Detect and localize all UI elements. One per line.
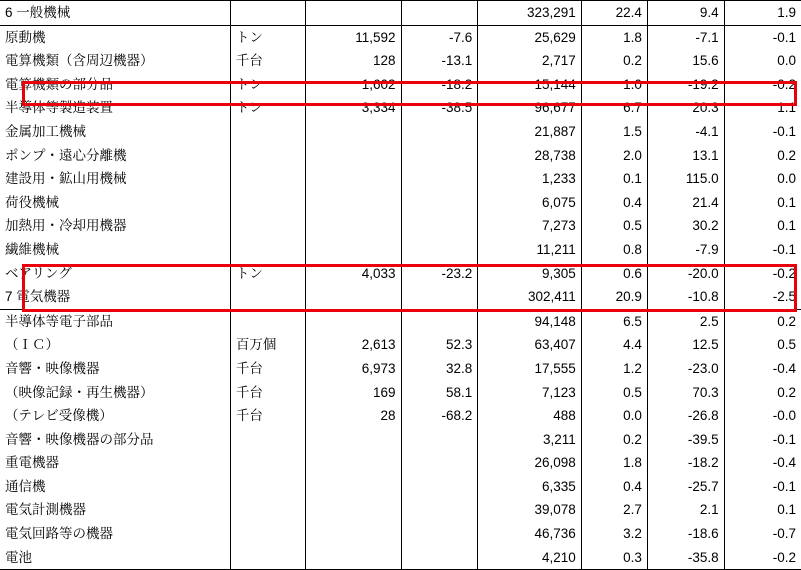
cell-share: 0.2 [581, 49, 647, 73]
cell-item-name [0, 262, 230, 286]
item-label: 一般機械 [16, 5, 71, 20]
cell-value-yoy: 21.4 [647, 191, 724, 215]
cell-share: 0.5 [581, 214, 647, 238]
cell-contribution: -0.0 [724, 404, 801, 428]
cell-quantity-yoy: -38.5 [401, 96, 478, 120]
cell-value-yoy: 2.5 [647, 309, 724, 333]
item-label: ベアリング [5, 265, 72, 281]
table-row [0, 1, 801, 26]
cell-value-yoy: -25.7 [647, 475, 724, 499]
cell-contribution: -0.2 [724, 262, 801, 286]
cell-value-yoy: 70.3 [647, 381, 724, 405]
cell-item-name [0, 1, 230, 26]
cell-value-yoy: 30.2 [647, 214, 724, 238]
cell-quantity [305, 167, 401, 191]
cell-value-yoy: -20.0 [647, 262, 724, 286]
cell-quantity-yoy [401, 428, 478, 452]
cell-value: 21,887 [478, 120, 581, 144]
cell-value-yoy: 115.0 [647, 167, 724, 191]
table-row [0, 238, 801, 262]
table-row [0, 167, 801, 191]
cell-contribution: 0.1 [724, 498, 801, 522]
cell-quantity-yoy [401, 309, 478, 333]
cell-contribution: -0.1 [724, 475, 801, 499]
item-label: 音響・映像機器 [5, 360, 100, 376]
cell-unit [230, 144, 305, 168]
cell-contribution: -0.4 [724, 451, 801, 475]
cell-value-yoy: 12.5 [647, 333, 724, 357]
cell-unit: 千台 [230, 49, 305, 73]
cell-unit [230, 238, 305, 262]
cell-value: 323,291 [478, 1, 581, 26]
cell-unit: 千台 [230, 357, 305, 381]
cell-contribution: -0.1 [724, 428, 801, 452]
table-row [0, 546, 801, 570]
cell-share: 20.9 [581, 285, 647, 309]
cell-contribution: 0.2 [724, 381, 801, 405]
cell-value-yoy: -18.6 [647, 522, 724, 546]
table-row [0, 522, 801, 546]
cell-quantity-yoy: -18.2 [401, 73, 478, 97]
cell-quantity [305, 498, 401, 522]
item-label: 加熱用・冷却用機器 [5, 218, 127, 234]
table-row [0, 404, 801, 428]
table-row [0, 191, 801, 215]
item-label: 金属加工機械 [5, 123, 86, 139]
cell-share: 1.0 [581, 73, 647, 97]
cell-item-name [0, 333, 230, 357]
cell-unit: トン [230, 96, 305, 120]
item-label: 音響・映像機器の部分品 [5, 431, 154, 447]
cell-quantity-yoy: -23.2 [401, 262, 478, 286]
cell-share: 0.1 [581, 167, 647, 191]
cell-quantity [305, 309, 401, 333]
cell-value-yoy: -39.5 [647, 428, 724, 452]
table-row [0, 381, 801, 405]
item-label: 荷役機械 [5, 194, 59, 210]
cell-quantity-yoy: -13.1 [401, 49, 478, 73]
cell-unit [230, 191, 305, 215]
cell-share: 0.2 [581, 428, 647, 452]
table-row [0, 120, 801, 144]
cell-contribution: -0.2 [724, 546, 801, 570]
item-label: 重電機器 [5, 455, 59, 471]
cell-share: 6.7 [581, 96, 647, 120]
cell-unit: トン [230, 262, 305, 286]
cell-item-name [0, 144, 230, 168]
cell-value-yoy: 20.3 [647, 96, 724, 120]
item-label: 通信機 [5, 478, 46, 494]
item-label: 建設用・鉱山用機械 [5, 171, 127, 187]
cell-quantity-yoy [401, 498, 478, 522]
cell-item-name [0, 498, 230, 522]
cell-quantity: 128 [305, 49, 401, 73]
cell-value-yoy: -18.2 [647, 451, 724, 475]
cell-unit [230, 475, 305, 499]
cell-share: 0.4 [581, 191, 647, 215]
cell-quantity-yoy [401, 144, 478, 168]
cell-item-name [0, 381, 230, 405]
cell-item-name [0, 309, 230, 333]
table-body [0, 1, 801, 570]
item-label: 原動機 [5, 29, 46, 45]
cell-value: 488 [478, 404, 581, 428]
cell-quantity [305, 428, 401, 452]
cell-share: 4.4 [581, 333, 647, 357]
table-row [0, 475, 801, 499]
item-label: 繊維機械 [5, 241, 59, 257]
cell-quantity [305, 144, 401, 168]
cell-quantity [305, 1, 401, 26]
cell-value-yoy: 15.6 [647, 49, 724, 73]
cell-item-name [0, 73, 230, 97]
cell-value: 26,098 [478, 451, 581, 475]
cell-unit [230, 451, 305, 475]
cell-unit [230, 522, 305, 546]
cell-quantity [305, 191, 401, 215]
cell-item-name [0, 25, 230, 49]
cell-quantity [305, 285, 401, 309]
cell-item-name [0, 357, 230, 381]
cell-item-name [0, 451, 230, 475]
cell-quantity [305, 120, 401, 144]
cell-value: 7,273 [478, 214, 581, 238]
cell-value-yoy: 9.4 [647, 1, 724, 26]
cell-unit: 千台 [230, 381, 305, 405]
cell-contribution: -2.5 [724, 285, 801, 309]
cell-value: 94,148 [478, 309, 581, 333]
cell-value-yoy: -35.8 [647, 546, 724, 570]
cell-contribution: 0.0 [724, 49, 801, 73]
cell-value: 2,717 [478, 49, 581, 73]
table-row [0, 357, 801, 381]
table-row [0, 49, 801, 73]
cell-contribution: -0.1 [724, 120, 801, 144]
cell-value: 11,211 [478, 238, 581, 262]
cell-item-name [0, 96, 230, 120]
cell-item-name [0, 167, 230, 191]
table-row [0, 498, 801, 522]
cell-share: 1.8 [581, 25, 647, 49]
cell-value: 9,305 [478, 262, 581, 286]
cell-quantity-yoy [401, 120, 478, 144]
cell-value-yoy: -19.2 [647, 73, 724, 97]
cell-contribution: 0.1 [724, 191, 801, 215]
cell-item-name [0, 191, 230, 215]
cell-value: 6,075 [478, 191, 581, 215]
cell-share: 2.0 [581, 144, 647, 168]
table-row [0, 309, 801, 333]
cell-value: 28,738 [478, 144, 581, 168]
cell-contribution: -0.7 [724, 522, 801, 546]
cell-unit [230, 285, 305, 309]
cell-value: 1,233 [478, 167, 581, 191]
cell-value-yoy: -10.8 [647, 285, 724, 309]
cell-unit [230, 309, 305, 333]
cell-value: 39,078 [478, 498, 581, 522]
cell-value: 3,211 [478, 428, 581, 452]
cell-unit [230, 546, 305, 570]
cell-quantity-yoy: 58.1 [401, 381, 478, 405]
cell-value-yoy: -23.0 [647, 357, 724, 381]
cell-quantity: 1,602 [305, 73, 401, 97]
item-label: 電気機器 [16, 289, 71, 305]
table-row [0, 428, 801, 452]
cell-quantity-yoy: -7.6 [401, 25, 478, 49]
cell-quantity-yoy [401, 285, 478, 309]
cell-quantity: 169 [305, 381, 401, 405]
item-label: 半導体等製造装置 [5, 100, 113, 116]
cell-contribution: 0.2 [724, 144, 801, 168]
item-label: （映像記録・再生機器） [5, 384, 154, 400]
table-row [0, 214, 801, 238]
table-row [0, 451, 801, 475]
cell-quantity: 11,592 [305, 25, 401, 49]
cell-value-yoy: -26.8 [647, 404, 724, 428]
cell-value: 17,555 [478, 357, 581, 381]
cell-contribution: 1.1 [724, 96, 801, 120]
cell-quantity: 6,973 [305, 357, 401, 381]
cell-quantity-yoy: 32.8 [401, 357, 478, 381]
cell-item-name [0, 214, 230, 238]
table-row [0, 144, 801, 168]
cell-item-name [0, 49, 230, 73]
cell-quantity: 28 [305, 404, 401, 428]
item-label: 半導体等電子部品 [5, 313, 113, 329]
cell-item-name [0, 285, 230, 309]
cell-quantity-yoy [401, 546, 478, 570]
cell-quantity [305, 475, 401, 499]
item-label: ポンプ・遠心分離機 [5, 147, 127, 163]
cell-contribution: 0.2 [724, 309, 801, 333]
cell-share: 0.8 [581, 238, 647, 262]
cell-value: 25,629 [478, 25, 581, 49]
cell-share: 1.5 [581, 120, 647, 144]
cell-share: 0.0 [581, 404, 647, 428]
cell-unit [230, 1, 305, 26]
cell-quantity-yoy: 52.3 [401, 333, 478, 357]
item-label: 電池 [5, 549, 32, 565]
cell-quantity-yoy [401, 167, 478, 191]
cell-value: 4,210 [478, 546, 581, 570]
item-label: 電算機類の部分品 [5, 76, 113, 92]
cell-quantity: 4,033 [305, 262, 401, 286]
cell-item-name [0, 475, 230, 499]
cell-value: 46,736 [478, 522, 581, 546]
cell-quantity-yoy [401, 238, 478, 262]
cell-share: 22.4 [581, 1, 647, 26]
cell-item-name [0, 546, 230, 570]
table-row [0, 285, 801, 309]
item-label: 電気計測機器 [5, 502, 86, 518]
table-row [0, 333, 801, 357]
cell-contribution: 1.9 [724, 1, 801, 26]
item-number: 6 [5, 5, 17, 20]
cell-value-yoy: 2.1 [647, 498, 724, 522]
cell-quantity [305, 522, 401, 546]
cell-quantity-yoy [401, 191, 478, 215]
cell-share: 0.3 [581, 546, 647, 570]
cell-value: 7,123 [478, 381, 581, 405]
cell-quantity-yoy [401, 214, 478, 238]
cell-quantity [305, 238, 401, 262]
cell-unit [230, 167, 305, 191]
cell-share: 3.2 [581, 522, 647, 546]
cell-contribution: -0.1 [724, 25, 801, 49]
cell-share: 1.8 [581, 451, 647, 475]
cell-quantity-yoy [401, 522, 478, 546]
cell-quantity [305, 451, 401, 475]
cell-unit: 千台 [230, 404, 305, 428]
cell-unit: トン [230, 25, 305, 49]
cell-value: 302,411 [478, 285, 581, 309]
cell-quantity-yoy [401, 451, 478, 475]
cell-unit [230, 120, 305, 144]
cell-item-name [0, 238, 230, 262]
cell-value: 15,144 [478, 73, 581, 97]
table-row [0, 96, 801, 120]
cell-quantity-yoy: -68.2 [401, 404, 478, 428]
cell-share: 0.4 [581, 475, 647, 499]
cell-share: 6.5 [581, 309, 647, 333]
table-row [0, 25, 801, 49]
item-label: （テレビ受像機） [5, 408, 113, 424]
cell-share: 0.6 [581, 262, 647, 286]
cell-value: 63,407 [478, 333, 581, 357]
cell-quantity [305, 546, 401, 570]
cell-contribution: 0.1 [724, 214, 801, 238]
item-label: 電気回路等の機器 [5, 526, 113, 542]
cell-item-name [0, 120, 230, 144]
cell-contribution: -0.1 [724, 238, 801, 262]
cell-share: 0.5 [581, 381, 647, 405]
cell-quantity-yoy [401, 475, 478, 499]
item-label: （ＩＣ） [5, 337, 59, 353]
cell-unit [230, 498, 305, 522]
item-label: 電算機類（含周辺機器） [5, 53, 154, 69]
cell-quantity-yoy [401, 1, 478, 26]
cell-value-yoy: -4.1 [647, 120, 724, 144]
cell-unit [230, 214, 305, 238]
table-row [0, 262, 801, 286]
cell-quantity [305, 214, 401, 238]
table-row [0, 73, 801, 97]
cell-value-yoy: -7.9 [647, 238, 724, 262]
cell-quantity: 2,613 [305, 333, 401, 357]
cell-contribution: 0.5 [724, 333, 801, 357]
cell-unit: トン [230, 73, 305, 97]
cell-share: 1.2 [581, 357, 647, 381]
cell-value-yoy: -7.1 [647, 25, 724, 49]
cell-item-name [0, 404, 230, 428]
cell-share: 2.7 [581, 498, 647, 522]
cell-contribution: -0.4 [724, 357, 801, 381]
cell-unit [230, 428, 305, 452]
cell-item-name [0, 522, 230, 546]
cell-unit: 百万個 [230, 333, 305, 357]
cell-contribution: -0.2 [724, 73, 801, 97]
cell-value: 96,677 [478, 96, 581, 120]
cell-value: 6,335 [478, 475, 581, 499]
cell-value-yoy: 13.1 [647, 144, 724, 168]
cell-contribution: 0.0 [724, 167, 801, 191]
cell-item-name [0, 428, 230, 452]
cell-quantity: 3,334 [305, 96, 401, 120]
item-number: 7 [5, 289, 17, 305]
